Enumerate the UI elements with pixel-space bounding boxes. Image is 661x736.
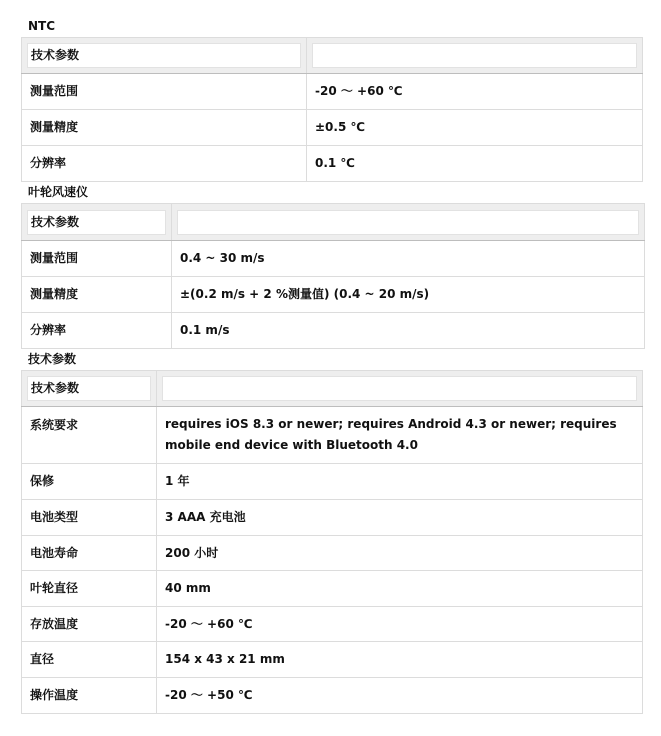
spec-table-technical-parameters <box>21 370 643 714</box>
row-label: 电池寿命 <box>22 536 157 571</box>
row-label: 直径 <box>22 642 157 678</box>
row-label: 测量范围 <box>22 241 172 277</box>
row-label: 存放温度 <box>22 607 157 642</box>
table-row <box>22 500 643 536</box>
section-title-vane-anemometer: 叶轮风速仪 <box>28 185 89 199</box>
spec-table-ntc <box>21 37 643 182</box>
row-value: -20 ～ +60 ℃ <box>157 607 643 642</box>
row-value: 0.4 ~ 30 m/s <box>172 241 645 277</box>
table-header-row <box>22 204 645 241</box>
header-value <box>312 43 637 68</box>
row-label: 电池类型 <box>22 500 157 536</box>
row-value: 40 mm <box>157 571 643 607</box>
row-label: 分辨率 <box>22 313 172 349</box>
row-label: 系统要求 <box>22 407 157 464</box>
header-label: 技术参数 <box>27 210 166 235</box>
table-header-row <box>22 371 643 407</box>
row-value: 154 x 43 x 21 mm <box>157 642 643 678</box>
table-header-row <box>22 38 643 74</box>
header-value <box>162 376 637 401</box>
table-row <box>22 146 643 182</box>
row-value: ±(0.2 m/s + 2 %测量值) (0.4 ~ 20 m/s) <box>172 277 645 313</box>
table-row <box>22 241 645 277</box>
row-label: 测量精度 <box>22 277 172 313</box>
table-row <box>22 642 643 678</box>
table-row <box>22 74 643 110</box>
table-row <box>22 571 643 607</box>
row-label: 保修 <box>22 464 157 500</box>
row-value: 3 AAA 充电池 <box>157 500 643 536</box>
table-row <box>22 313 645 349</box>
row-label: 操作温度 <box>22 678 157 714</box>
row-value: -20 ～ +50 ℃ <box>157 678 643 714</box>
row-value: 1 年 <box>157 464 643 500</box>
row-value: ±0.5 ℃ <box>307 110 643 146</box>
row-value: 0.1 ℃ <box>307 146 643 182</box>
row-value: 0.1 m/s <box>172 313 645 349</box>
spec-table-vane-anemometer <box>21 203 645 349</box>
row-label: 叶轮直径 <box>22 571 157 607</box>
row-label: 分辨率 <box>22 146 307 182</box>
table-row <box>22 678 643 714</box>
table-row <box>22 464 643 500</box>
header-label: 技术参数 <box>27 376 151 401</box>
section-title-ntc: NTC <box>28 19 56 33</box>
table-row <box>22 607 643 642</box>
section-title-technical-parameters: 技术参数 <box>28 352 77 366</box>
table-row <box>22 536 643 571</box>
row-value: requires iOS 8.3 or newer; requires Android 4.3 or newer; requires mobile end device with Bluetooth 4.0 <box>157 407 643 464</box>
row-value: 200 小时 <box>157 536 643 571</box>
header-value <box>177 210 639 235</box>
table-row <box>22 110 643 146</box>
table-row <box>22 407 643 464</box>
row-label: 测量范围 <box>22 74 307 110</box>
row-value: -20 ～ +60 ℃ <box>307 74 643 110</box>
table-row <box>22 277 645 313</box>
header-label: 技术参数 <box>27 43 301 68</box>
row-label: 测量精度 <box>22 110 307 146</box>
